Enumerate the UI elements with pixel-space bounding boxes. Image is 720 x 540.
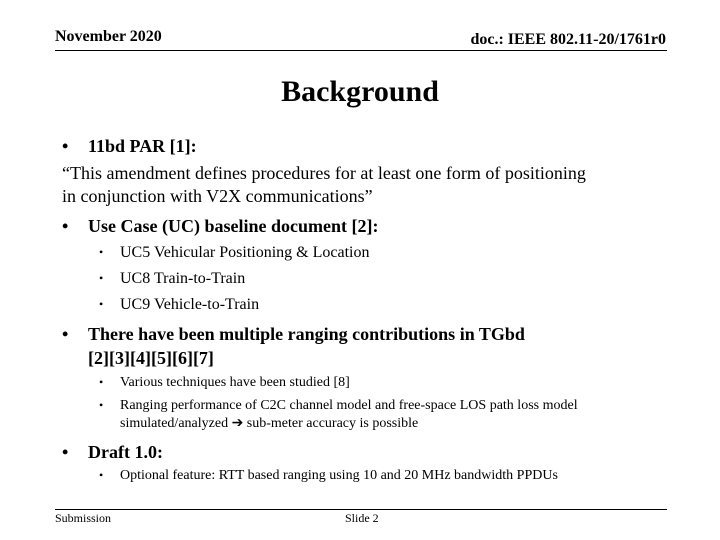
header-date: November 2020 bbox=[55, 28, 162, 45]
ranging-heading-line-1: There have been multiple ranging contributions in TGbd bbox=[88, 324, 525, 344]
bullet-marker: • bbox=[62, 216, 69, 236]
footer-submission: Submission bbox=[55, 511, 112, 525]
footer-divider bbox=[55, 509, 667, 510]
bullet-marker: • bbox=[99, 271, 104, 285]
bullet-marker: • bbox=[62, 136, 69, 156]
bullet-marker: • bbox=[99, 398, 104, 412]
draft-heading: Draft 1.0: bbox=[88, 442, 163, 462]
header-divider bbox=[55, 50, 667, 51]
par-quote-line-2: in conjunction with V2X communications” bbox=[62, 186, 373, 206]
draft-item-text: Optional feature: RTT based ranging using 10 and 20 MHz bandwidth PPDUs bbox=[120, 468, 558, 483]
par-heading: 11bd PAR [1]: bbox=[88, 136, 197, 156]
use-case-item bbox=[99, 269, 245, 289]
ranging-heading-line-2: [2][3][4][5][6][7] bbox=[88, 348, 214, 368]
ranging-item bbox=[99, 397, 669, 433]
bullet-marker: • bbox=[99, 468, 104, 482]
slide-title: Background bbox=[281, 75, 439, 108]
bullet-marker: • bbox=[99, 375, 104, 389]
ranging-item-text: Ranging performance of C2C channel model and free-space LOS path loss model simulated/analyzed ➔ sub-meter accuracy is possible bbox=[120, 398, 578, 431]
ranging-item bbox=[99, 374, 669, 392]
footer-slide-number: Slide 2 bbox=[345, 511, 379, 525]
use-case-heading: Use Case (UC) baseline document [2]: bbox=[88, 216, 379, 236]
bullet-marker: • bbox=[62, 442, 69, 462]
header-doc-id: doc.: IEEE 802.11-20/1761r0 bbox=[470, 31, 666, 48]
use-case-item-text: UC8 Train-to-Train bbox=[120, 270, 246, 287]
ranging-item-text: Various techniques have been studied [8] bbox=[120, 375, 350, 390]
use-case-item-text: UC9 Vehicle-to-Train bbox=[120, 296, 260, 313]
par-quote-line-1: “This amendment defines procedures for at least one form of positioning bbox=[62, 163, 586, 183]
bullet-marker: • bbox=[99, 245, 104, 259]
use-case-item bbox=[99, 243, 369, 263]
draft-item bbox=[99, 467, 669, 485]
bullet-draft bbox=[62, 440, 163, 464]
bullet-ranging bbox=[62, 322, 525, 370]
bullet-use-case bbox=[62, 214, 378, 238]
use-case-item-text: UC5 Vehicular Positioning & Location bbox=[120, 244, 370, 261]
bullet-par bbox=[62, 134, 197, 158]
use-case-item bbox=[99, 295, 259, 315]
bullet-marker: • bbox=[99, 297, 104, 311]
bullet-marker: • bbox=[62, 324, 69, 344]
